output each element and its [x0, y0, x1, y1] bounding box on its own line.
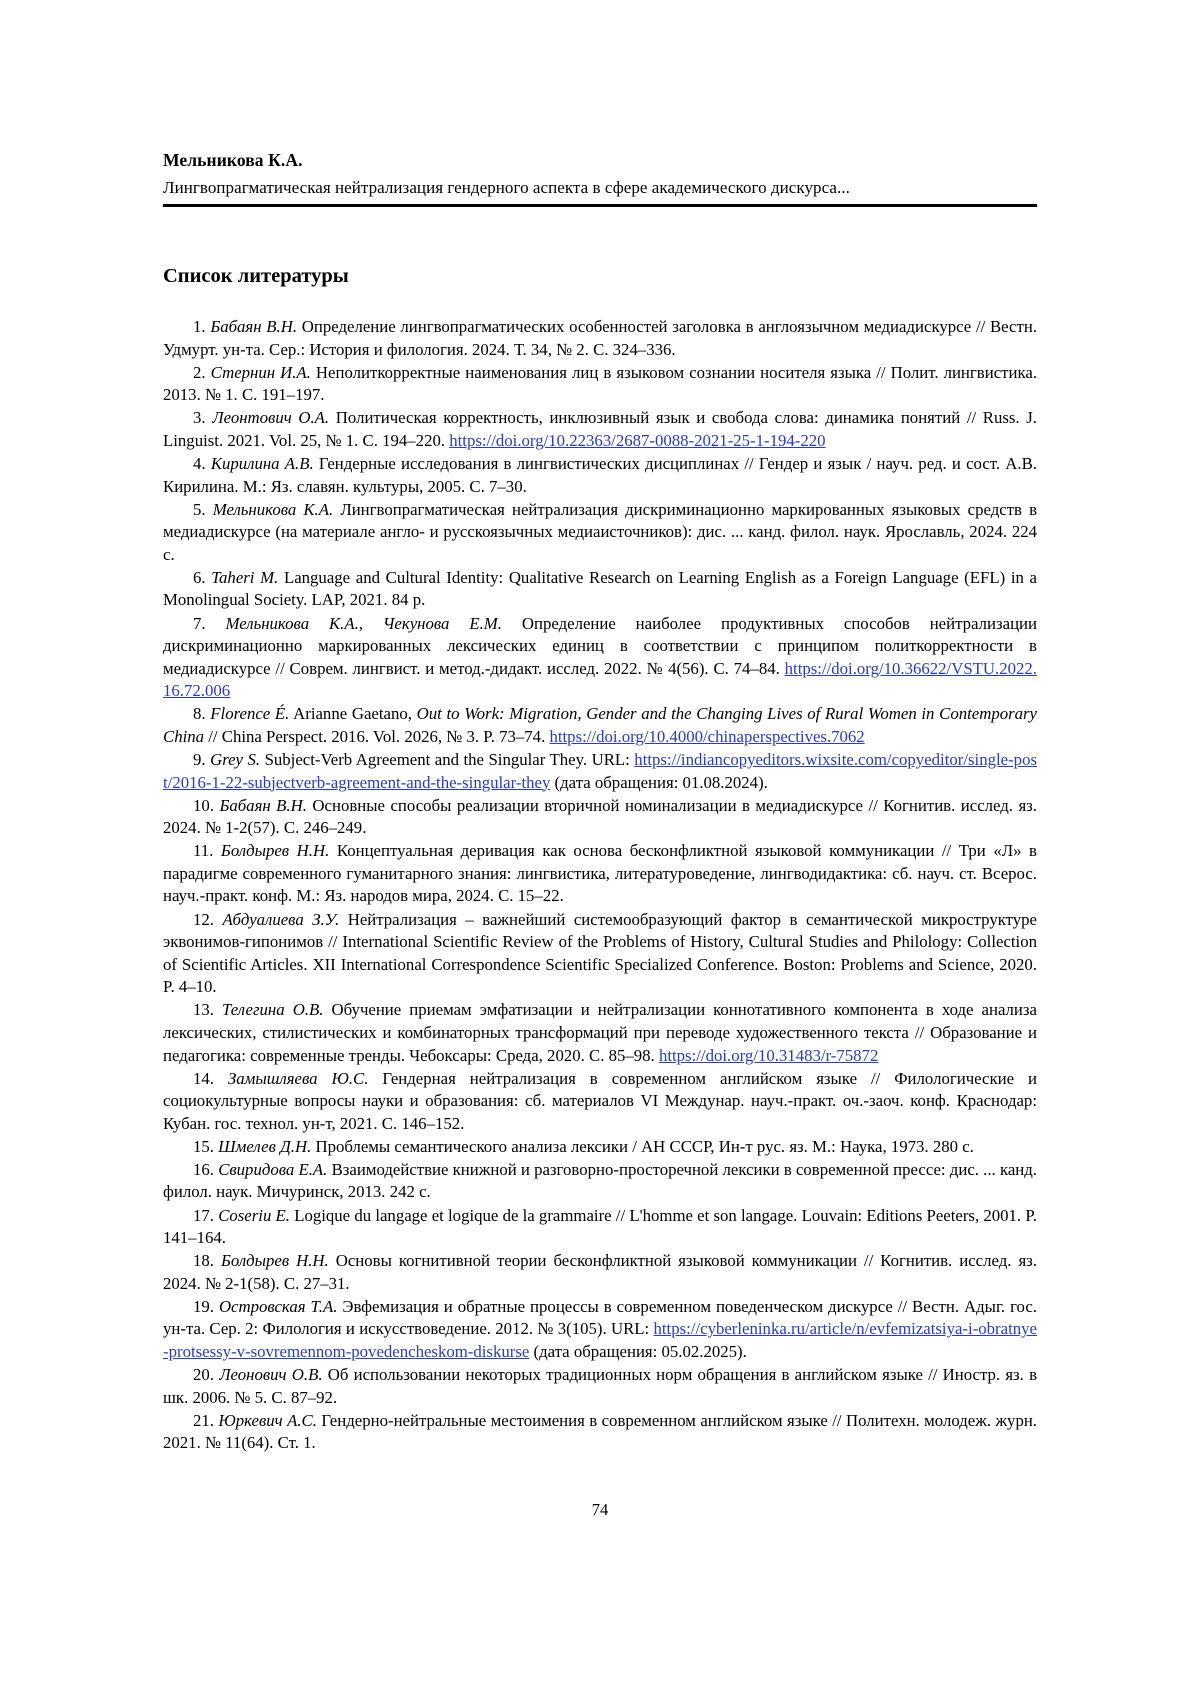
- reference-author: Абдуалиева З.У.: [222, 909, 340, 929]
- reference-text: (дата обращения: 01.08.2024).: [550, 772, 768, 792]
- reference-item: [163, 703, 1037, 748]
- reference-author: Мельникова К.А.: [212, 499, 334, 519]
- reference-number: 7.: [193, 613, 226, 633]
- reference-link[interactable]: https://doi.org/10.4000/chinaperspectives.7062: [549, 726, 865, 746]
- reference-item: [163, 613, 1037, 703]
- reference-item: [163, 1068, 1037, 1136]
- reference-author: Taheri M.: [211, 567, 279, 587]
- reference-item: [163, 567, 1037, 612]
- reference-number: 1.: [193, 317, 211, 336]
- reference-link[interactable]: https://doi.org/10.22363/2687-0088-2021-25-1-194-220: [449, 430, 826, 450]
- reference-text: Концептуальная деривация как основа бесконфликтной языковой коммуникации // Три «Л» в парадигме современного гуманитарного знания: лингвистика, литературоведение, лингводидактика: сб. науч. ст. Всерос. науч.-практ. конф. М.: Яз. народов мира, 2024. С. 15–22.: [163, 841, 1037, 906]
- reference-item: [163, 1250, 1037, 1295]
- reference-number: 3.: [193, 408, 213, 428]
- reference-text: // China Perspect. 2016. Vol. 2026, № 3. P. 73–74.: [204, 726, 550, 746]
- reference-author: Бабаян В.Н.: [219, 795, 307, 815]
- reference-text: Основы когнитивной теории бесконфликтной языковой коммуникации // Когнитив. исслед. яз. 2024. № 2-1(58). С. 27–31.: [163, 1251, 1037, 1293]
- reference-text: Взаимодействие книжной и разговорно-просторечной лексики в современной прессе: дис. ... канд. филол. наук. Мичуринск, 2013. 242 с.: [163, 1159, 1038, 1202]
- reference-number: 8.: [193, 704, 211, 724]
- reference-author: Out to Work: Migration, Gender and the Changing Lives of Rural Women in Contemporary China: [163, 704, 1038, 746]
- reference-number: 12.: [193, 909, 223, 929]
- reference-item: [163, 1364, 1037, 1409]
- reference-item: [163, 1159, 1037, 1204]
- reference-number: 18.: [193, 1251, 221, 1271]
- reference-item: [163, 407, 1037, 452]
- page-number: 74: [591, 1500, 609, 1519]
- reference-author: Grey S.: [210, 749, 261, 769]
- reference-item: [163, 316, 1037, 361]
- reference-link[interactable]: https://doi.org/10.36622/VSTU.2022.16.72.006: [163, 658, 1037, 701]
- reference-text: Определение наиболее продуктивных способов нейтрализации дискриминационно маркированных лексических единиц в соответствии с принципом политкорректности в медиадискурсе // Соврем. лингвист. и метод.-дидакт. исслед. 2022. № 4(56). С. 74–84.: [163, 613, 1038, 678]
- reference-text: Основные способы реализации вторичной номинализации в медиадискурсе // Когнитив. исслед. яз. 2024. № 1-2(57). С. 246–249.: [163, 795, 1038, 838]
- reference-number: 5.: [193, 499, 213, 519]
- reference-author: Coseriu E.: [218, 1205, 290, 1225]
- reference-number: 13.: [193, 1000, 223, 1020]
- running-header: [163, 150, 1037, 207]
- reference-item: [163, 499, 1037, 567]
- reference-item: [163, 795, 1037, 840]
- reference-number: 10.: [193, 795, 220, 815]
- reference-item: [163, 749, 1037, 794]
- reference-item: [163, 1410, 1037, 1455]
- reference-link[interactable]: https://doi.org/10.31483/r-75872: [658, 1045, 879, 1065]
- reference-number: 2.: [193, 362, 211, 382]
- reference-text: Гендерно-нейтральные местоимения в современном английском языке // Политехн. молодеж. журн. 2021. № 11(64). Ст. 1.: [163, 1410, 1038, 1453]
- reference-author: Замышляева Ю.С.: [227, 1068, 369, 1088]
- reference-number: 16.: [193, 1159, 219, 1179]
- reference-text: Гендерные исследования в лингвистических дисциплинах // Гендер и язык / науч. ред. и сост. А.В. Кирилина. М.: Яз. славян. культуры, 2005. С. 7–30.: [163, 453, 1037, 496]
- reference-number: 21.: [193, 1410, 219, 1430]
- page-title: Список литературы: [163, 265, 349, 287]
- reference-author: Болдырев Н.Н.: [220, 1251, 329, 1271]
- reference-number: 17.: [193, 1205, 219, 1225]
- reference-author: Юркевич А.С.: [218, 1410, 317, 1430]
- reference-text: Политическая корректность, инклюзивный язык и свобода слова: динамика понятий // Russ. J. Linguist. 2021. Vol. 25, № 1. С. 194–220.: [163, 408, 1037, 450]
- reference-text: Лингвопрагматическая нейтрализация дискриминационно маркированных языковых средств в медиадискурсе (на материале англо- и русскоязычных медиаисточников): дис. ... канд. филол. наук. Ярославль, 2024. 224 с.: [163, 499, 1037, 564]
- reference-author: Florence É.: [210, 704, 290, 724]
- reference-link[interactable]: https://indiancopyeditors.wixsite.com/copyeditor/single-post/2016-1-22-subjectverb-agreement-and-the-singular-they: [163, 749, 1037, 792]
- reference-author: Телегина О.В.: [222, 1000, 324, 1020]
- reference-text: Arianne Gaetano,: [289, 704, 417, 724]
- reference-text: Проблемы семантического анализа лексики / АН СССР, Ин-т рус. яз. М.: Наука, 1973. 280 с.: [311, 1136, 974, 1156]
- reference-number: 11.: [193, 841, 221, 861]
- header-divider: [163, 204, 1037, 207]
- reference-text: (дата обращения: 05.02.2025).: [529, 1342, 747, 1362]
- reference-number: 19.: [193, 1296, 219, 1316]
- reference-number: 9.: [193, 749, 211, 769]
- reference-list: [163, 316, 1037, 1455]
- reference-number: 20.: [193, 1365, 220, 1385]
- reference-text: Subject-Verb Agreement and the Singular They. URL:: [260, 749, 635, 769]
- reference-link[interactable]: https://cyberleninka.ru/article/n/evfemizatsiya-i-obratnye-protsessy-v-sovremennom-povedencheskom-diskurse: [163, 1319, 1037, 1362]
- reference-author: Кирилина А.В.: [210, 453, 314, 473]
- reference-number: 4.: [193, 453, 211, 473]
- reference-text: Logique du langage et logique de la grammaire // L'homme et son langage. Louvain: Editions Peeters, 2001. P. 141–164.: [163, 1205, 1037, 1248]
- reference-item: [163, 362, 1037, 407]
- reference-author: Чекунова Е.М.: [382, 613, 502, 633]
- reference-number: 14.: [193, 1068, 228, 1088]
- reference-item: [163, 1296, 1037, 1364]
- reference-author: Шмелев Д.Н.: [218, 1136, 312, 1156]
- reference-text: Определение лингвопрагматических особенностей заголовка в англоязычном медиадискурсе // Вестн. Удмурт. ун-та. Сер.: История и филология. 2024. Т. 34, № 2. С. 324–336.: [163, 317, 1038, 359]
- reference-item: [163, 909, 1037, 999]
- reference-author: Болдырев Н.Н.: [220, 841, 330, 861]
- reference-author: Леонович О.В.: [219, 1365, 323, 1385]
- header-article-title: Лингвопрагматическая нейтрализация гендерного аспекта в сфере академического дискурса...: [163, 178, 850, 197]
- reference-text: Эвфемизация и обратные процессы в современном поведенческом дискурсе // Вестн. Адыг. гос. ун-та. Сер. 2: Филология и искусствоведение. 2012. № 3(105). URL:: [163, 1296, 1037, 1339]
- reference-item: [163, 1136, 1037, 1159]
- reference-author: Бабаян В.Н.: [210, 317, 298, 336]
- reference-number: 15.: [193, 1136, 219, 1156]
- reference-author: Леонтович О.А.: [212, 408, 330, 428]
- reference-author: Свиридова Е.А.: [218, 1159, 328, 1179]
- reference-item: [163, 1205, 1037, 1250]
- reference-text: Обучение приемам эмфатизации и нейтрализации коннотативного компонента в ходе анализа лексических, стилистических и комбинаторных трансформаций при переводе художественного текста // Образование и педагогика: современные тренды. Чебоксары: Среда, 2020. С. 85–98.: [163, 1000, 1037, 1065]
- reference-author: Островская Т.А.: [218, 1296, 338, 1316]
- reference-text: Нейтрализация – важнейший системообразующий фактор в семантической микроструктуре эквонимов-гипонимов // International Scientific Review of the Problems of History, Cultural Studies and Philology: Collection of Scientific Articles. XII International Correspondence Scientific Specialized Conference. Boston: Problems and Science, 2020. P. 4–10.: [163, 909, 1037, 997]
- reference-item: [163, 840, 1037, 908]
- header-author: Мельникова К.А.: [163, 150, 303, 170]
- reference-text: Неполиткорректные наименования лиц в языковом сознании носителя языка // Полит. лингвистика. 2013. № 1. С. 191–197.: [163, 362, 1038, 405]
- reference-item: [163, 999, 1037, 1067]
- reference-item: [163, 453, 1037, 498]
- reference-text: Об использовании некоторых традиционных норм обращения в английском языке // Иностр. яз. в шк. 2006. № 5. С. 87–92.: [163, 1365, 1038, 1407]
- reference-text: ,: [358, 613, 383, 633]
- reference-text: Language and Cultural Identity: Qualitative Research on Learning English as a Foreign Language (EFL) in a Monolingual Society. LAP, 2021. 84 p.: [163, 567, 1037, 610]
- reference-author: Стернин И.А.: [210, 362, 311, 382]
- reference-number: 6.: [193, 567, 212, 587]
- reference-text: Гендерная нейтрализация в современном английском языке // Филологические и социокультурные вопросы науки и образования: сб. материалов VI Междунар. науч.-практ. оч.-заоч. конф. Краснодар: Кубан. гос. технол. ун-т, 2021. С. 146–152.: [163, 1068, 1038, 1133]
- reference-author: Мельникова К.А.: [225, 613, 359, 633]
